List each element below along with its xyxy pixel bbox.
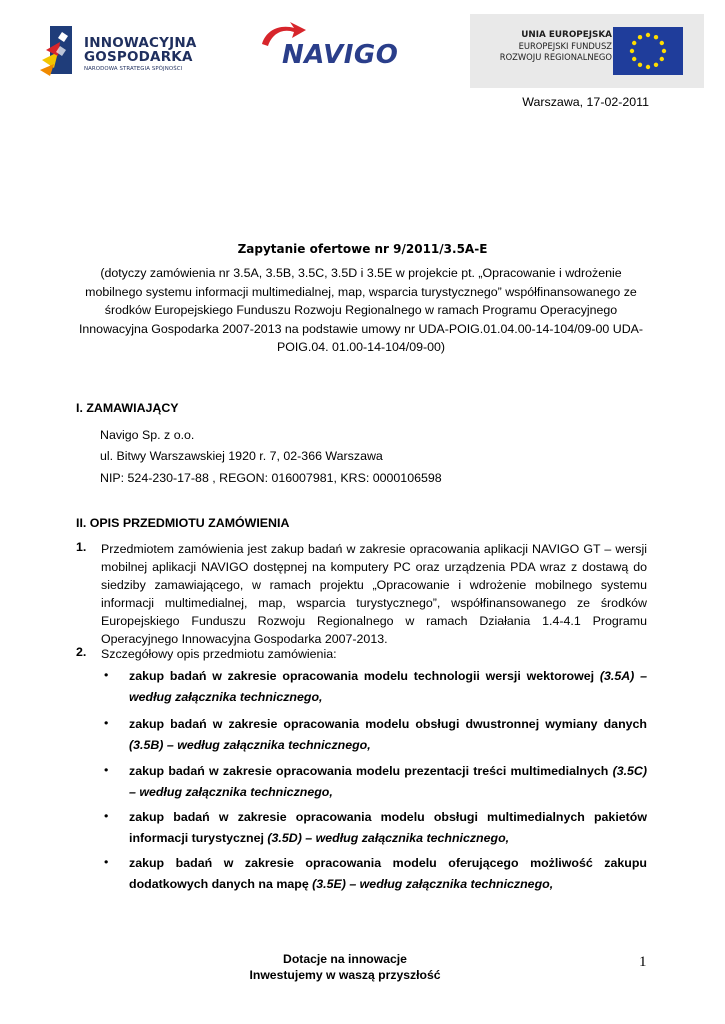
bullet-text: zakup badań w zakresie opracowania modelu oferującego możliwość zakupu dodatkowych danych na mapę — [129, 856, 647, 891]
bullet-reference: (3.5A) – według załącznika technicznego, — [129, 669, 647, 704]
eu-logo-text — [480, 30, 612, 63]
bullet-item — [129, 807, 647, 848]
ig-logo-title — [84, 36, 196, 64]
list-item-text: Szczegółowy opis przedmiotu zamówienia: — [101, 647, 337, 661]
bullet-icon: • — [104, 809, 109, 823]
bullet-item — [129, 761, 647, 802]
section-heading-opis: II. OPIS PRZEDMIOTU ZAMÓWIENIA — [76, 516, 290, 530]
innowacyjna-gospodarka-logo — [40, 22, 210, 80]
bullet-text: zakup badań w zakresie opracowania modelu obsługi multimedialnych pakietów informacji turystycznej — [129, 810, 647, 845]
eu-flag-icon — [613, 27, 683, 75]
bullet-text: zakup badań w zakresie opracowania modelu technologii wersji wektorowej — [129, 669, 600, 683]
eu-logo — [470, 14, 704, 88]
section-heading-zamawiajacy: I. ZAMAWIAJĄCY — [76, 401, 179, 415]
bullet-reference: (3.5C) – według załącznika technicznego, — [129, 764, 647, 799]
ig-logo-subtitle: NARODOWA STRATEGIA SPÓJNOŚCI — [84, 66, 183, 72]
company-identifiers: NIP: 524-230-17-88 , REGON: 016007981, KRS: 0000106598 — [100, 471, 442, 485]
list-item-text: Przedmiotem zamówienia jest zakup badań w zakresie opracowania aplikacji NAVIGO GT – wersji mobilnej aplikacji NAVIGO dostępnej na komputery PC oraz urządzenia PDA wraz z dostawą do siedziby zamawiającego, w ramach projektu „Opracowanie i wdrożenie mobilnego systemu informacji multimedialnej, map, wsparcia turystycznego”, współfinansowanego ze środków Europejskiego Funduszu Rozwoju Regionalnego w ramach Działania 1.4-4.1 Programu Operacyjnego Innowacyjna Gospodarka 2007-2013. — [101, 542, 647, 646]
eu-logo-line3: ROZWOJU REGIONALNEGO — [499, 52, 612, 62]
company-address: ul. Bitwy Warszawskiej 1920 r. 7, 02-366 Warszawa — [100, 449, 383, 463]
page-footer — [0, 951, 690, 983]
document-date: Warszawa, 17-02-2011 — [522, 95, 649, 109]
ig-logo-line2: GOSPODARKA — [84, 49, 193, 65]
bullet-item — [129, 853, 647, 894]
bullet-reference: (3.5B) – według załącznika technicznego, — [129, 737, 371, 752]
list-item-number: 2. — [76, 645, 87, 659]
bullet-icon: • — [104, 855, 109, 869]
footer-line1: Dotacje na innowacje — [283, 952, 407, 966]
ig-logo-line1: INNOWACYJNA — [84, 35, 197, 51]
bullet-icon: • — [104, 716, 109, 730]
bullet-reference: (3.5E) – według załącznika technicznego, — [312, 876, 554, 891]
navigo-logo — [258, 18, 418, 78]
bullet-item — [129, 714, 647, 755]
list-item-number: 1. — [76, 540, 87, 554]
eu-logo-line1: UNIA EUROPEJSKA — [521, 30, 612, 40]
page-number: 1 — [639, 954, 647, 970]
intro-paragraph: (dotyczy zamówienia nr 3.5A, 3.5B, 3.5C, 3.5D i 3.5E w projekcie pt. „Opracowanie i wdrożenie mobilnego systemu informacji multimedialnej, map, wsparcia turystycznego” współfinansowanego ze środków Europejskiego Funduszu Rozwoju Regionalnego w ramach Programu Operacyjnego Innowacyjna Gospodarka 2007-2013 na podstawie umowy nr UDA-POIG.01.04.00-14-104/09-00 UDA-POIG.04. 01.00-14-104/09-00) — [78, 266, 644, 355]
bullet-text: zakup badań w zakresie opracowania modelu prezentacji treści multimedialnych — [129, 764, 613, 778]
bullet-icon: • — [104, 763, 109, 777]
eu-logo-line2: EUROPEJSKI FUNDUSZ — [518, 41, 612, 51]
company-name: Navigo Sp. z o.o. — [100, 428, 195, 442]
bullet-icon: • — [104, 668, 109, 682]
bullet-reference: (3.5D) – według załącznika technicznego, — [267, 830, 510, 845]
document-title: Zapytanie ofertowe nr 9/2011/3.5A-E — [237, 242, 488, 256]
ig-emblem-icon — [40, 22, 80, 78]
footer-line2: Inwestujemy w waszą przyszłość — [249, 968, 441, 982]
navigo-logo-text: NAVIGO — [282, 40, 399, 70]
bullet-item — [129, 666, 647, 707]
bullet-text: zakup badań w zakresie opracowania modelu obsługi dwustronnej wymiany danych — [129, 717, 647, 731]
